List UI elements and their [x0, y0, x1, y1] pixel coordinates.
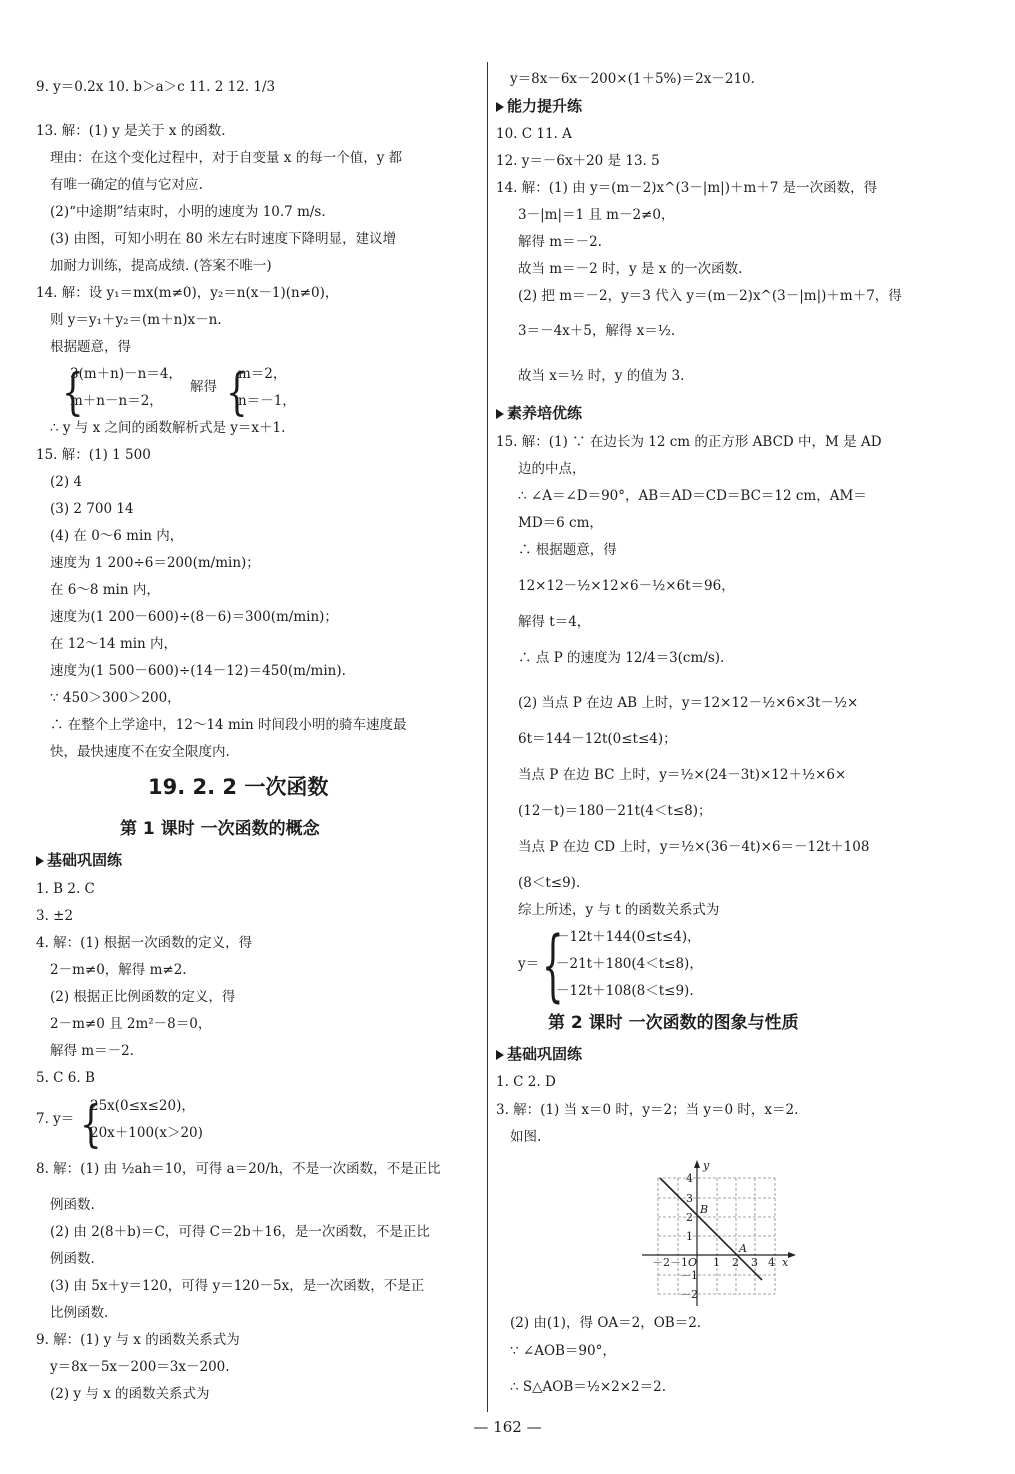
linear-function-graph — [640, 1158, 800, 1308]
right-line-29: －21t＋180(4＜t≤8)， — [556, 956, 703, 972]
right-line-30: －12t＋108(8＜t≤9). — [556, 983, 694, 999]
right-line-9: 3＝－4x＋5，解得 x＝½. — [518, 323, 676, 339]
tick-y-4: 4 — [686, 1172, 693, 1185]
left-line-50: (2) y 与 x 的函数关系式为 — [50, 1386, 210, 1402]
left-line-5: (3) 由图，可知小明在 80 米左右时速度下降明显，建议增 — [50, 231, 397, 247]
left-line-33: 4. 解：(1) 根据一次函数的定义，得 — [36, 935, 253, 951]
left-line-6: 加耐力训练，提高成绩. (答案不唯一) — [50, 258, 272, 274]
right-line-22: 当点 P 在边 BC 上时，y＝½×(24－3t)×12＋½×6× — [518, 767, 847, 783]
left-line-45: 例函数. — [50, 1251, 95, 1267]
right-line-14: ∴ ∠A＝∠D＝90°，AB＝AD＝CD＝BC＝12 cm，AM＝ — [518, 488, 867, 504]
right-line-33: 1. C 2. D — [496, 1074, 556, 1090]
left-line-21: 在 6～8 min 内， — [50, 582, 160, 598]
graph-point-a: A — [739, 1242, 747, 1255]
right-line-11 — [496, 404, 582, 422]
section-marker-icon — [496, 1050, 504, 1060]
left-line-30 — [36, 851, 122, 869]
right-line-32 — [496, 1045, 582, 1063]
left-line-25: ∵ 450＞300＞200， — [50, 690, 181, 706]
left-line-9: 根据题意，得 — [50, 339, 131, 355]
graph-point-b: B — [700, 1203, 709, 1216]
right-line-27: y＝ — [518, 956, 540, 972]
left-line-40: 25x(0≤x≤20)， — [90, 1098, 195, 1114]
left-line-12: 解得 — [190, 379, 217, 395]
left-line-41: 20x＋100(x＞20) — [90, 1125, 203, 1141]
left-line-13: m＝2， — [238, 366, 287, 382]
section-title: 基础巩固练 — [47, 851, 123, 869]
left-line-0: 9. y＝0.2x 10. b＞a＞c 11. 2 12. 1/3 — [36, 79, 276, 95]
brace-0: { — [62, 363, 84, 423]
right-line-2: 10. C 11. A — [496, 126, 572, 142]
left-line-18: (3) 2 700 14 — [50, 501, 134, 517]
left-line-8: 则 y＝y₁＋y₂＝(m＋n)x－n. — [50, 312, 222, 328]
right-line-12: 15. 解：(1) ∵ 在边长为 12 cm 的正方形 ABCD 中，M 是 AD — [496, 434, 882, 450]
left-line-37: 解得 m＝－2. — [50, 1043, 134, 1059]
tick-y-2: 2 — [686, 1211, 693, 1224]
right-line-34: 3. 解：(1) 当 x＝0 时，y＝2；当 y＝0 时，x＝2. — [496, 1102, 799, 1118]
right-line-18: 解得 t＝4， — [518, 614, 591, 630]
right-line-17: 12×12－½×12×6－½×6t＝96， — [518, 578, 735, 594]
section-marker-icon — [36, 856, 44, 866]
left-line-14: n＝－1， — [238, 393, 296, 409]
graph-x-label: x — [782, 1256, 789, 1269]
left-line-29: 第 1 课时 一次函数的概念 — [120, 819, 320, 839]
left-line-1: 13. 解：(1) y 是关于 x 的函数. — [36, 123, 226, 139]
left-line-7: 14. 解：设 y₁＝mx(m≠0)，y₂＝n(x－1)(n≠0)， — [36, 285, 339, 301]
left-line-19: (4) 在 0～6 min 内， — [50, 528, 184, 544]
right-line-21: 6t＝144－12t(0≤t≤4)； — [518, 731, 677, 747]
left-line-34: 2－m≠0，解得 m≠2. — [50, 962, 187, 978]
right-line-37: ∵ ∠AOB＝90°， — [510, 1343, 616, 1359]
brace-3: { — [542, 921, 564, 1013]
left-line-31: 1. B 2. C — [36, 881, 95, 897]
left-line-26: ∴ 在整个上学途中，12～14 min 时间段小明的骑车速度最 — [50, 717, 407, 733]
left-line-47: 比例函数. — [50, 1305, 109, 1321]
left-line-10: 3(m＋n)－n＝4， — [70, 366, 182, 382]
right-line-38: ∴ S△AOB＝½×2×2＝2. — [510, 1379, 667, 1395]
tick-y-neg1: －1 — [680, 1269, 698, 1282]
right-line-25: (8＜t≤9). — [518, 875, 581, 891]
left-line-46: (3) 由 5x＋y＝120，可得 y＝120－5x，是一次函数，不是正 — [50, 1278, 425, 1294]
right-line-31: 第 2 课时 一次函数的图象与性质 — [548, 1013, 799, 1033]
tick-x-4: 4 — [768, 1256, 775, 1269]
brace-2: { — [80, 1095, 102, 1155]
tick-x-neg2: －2 — [652, 1256, 670, 1269]
left-line-4: (2)“中途期”结束时，小明的速度为 10.7 m/s. — [50, 204, 326, 220]
left-line-48: 9. 解：(1) y 与 x 的函数关系式为 — [36, 1332, 240, 1348]
right-line-28: －12t＋144(0≤t≤4)， — [556, 929, 701, 945]
right-line-10: 故当 x＝½ 时，y 的值为 3. — [518, 368, 685, 384]
left-line-17: (2) 4 — [50, 474, 83, 490]
brace-1: { — [226, 363, 248, 423]
right-line-26: 综上所述，y 与 t 的函数关系式为 — [518, 902, 720, 918]
section-marker-icon — [496, 409, 504, 419]
right-line-4: 14. 解：(1) 由 y＝(m－2)x^(3－|m|)＋m＋7 是一次函数，得 — [496, 180, 878, 196]
graph-origin-label: O — [688, 1256, 698, 1269]
left-line-44: (2) 由 2(8＋b)＝C，可得 C＝2b＋16，是一次函数，不是正比 — [50, 1224, 430, 1240]
left-line-24: 速度为(1 500－600)÷(14－12)＝450(m/min). — [50, 663, 346, 679]
page-number: — 162 — — [473, 1418, 542, 1436]
section-title: 能力提升练 — [507, 97, 583, 115]
right-line-1 — [496, 97, 582, 115]
left-line-28: 19. 2. 2 一次函数 — [148, 775, 329, 799]
right-line-6: 解得 m＝－2. — [518, 234, 602, 250]
right-line-20: (2) 当点 P 在边 AB 上时，y＝12×12－½×6×3t－½× — [518, 695, 859, 711]
left-line-42: 8. 解：(1) 由 ½ah＝10，可得 a＝20/h，不是一次函数，不是正比 — [36, 1161, 441, 1177]
left-line-16: 15. 解：(1) 1 500 — [36, 447, 151, 463]
section-marker-icon — [496, 102, 504, 112]
right-line-7: 故当 m＝－2 时，y 是 x 的一次函数. — [518, 261, 743, 277]
left-line-35: (2) 根据正比例函数的定义，得 — [50, 989, 236, 1005]
graph-y-label: y — [703, 1159, 710, 1172]
left-line-11: m＋n－n＝2， — [70, 393, 163, 409]
tick-y-3: 3 — [686, 1192, 693, 1205]
left-line-32: 3. ±2 — [36, 908, 74, 924]
right-line-23: (12－t)＝180－21t(4＜t≤8)； — [518, 803, 712, 819]
right-line-24: 当点 P 在边 CD 上时，y＝½×(36－4t)×6＝－12t＋108 — [518, 839, 870, 855]
left-line-3: 有唯一确定的值与它对应. — [50, 177, 203, 193]
left-line-22: 速度为(1 200－600)÷(8－6)＝300(m/min)； — [50, 609, 338, 625]
left-line-27: 快，最快速度不在安全限度内. — [50, 744, 230, 760]
tick-y-neg2: －2 — [680, 1288, 698, 1301]
tick-x-1: 1 — [713, 1256, 720, 1269]
column-divider — [487, 62, 488, 1412]
tick-x-2: 2 — [732, 1256, 739, 1269]
right-line-5: 3－|m|＝1 且 m－2≠0， — [518, 207, 675, 223]
right-line-13: 边的中点， — [518, 461, 586, 477]
left-line-38: 5. C 6. B — [36, 1070, 95, 1086]
section-title: 基础巩固练 — [507, 1045, 583, 1063]
right-line-8: (2) 把 m＝－2，y＝3 代入 y＝(m－2)x^(3－|m|)＋m＋7，得 — [518, 288, 902, 304]
left-line-49: y＝8x－5x－200＝3x－200. — [50, 1359, 230, 1375]
left-line-23: 在 12～14 min 内， — [50, 636, 178, 652]
right-line-16: ∴ 根据题意，得 — [518, 542, 617, 558]
tick-x-neg1: －1 — [670, 1256, 688, 1269]
left-line-43: 例函数. — [50, 1197, 95, 1213]
left-line-39: 7. y＝ — [36, 1111, 75, 1127]
right-line-3: 12. y＝－6x＋20 是 13. 5 — [496, 153, 660, 169]
tick-y-1: 1 — [686, 1230, 693, 1243]
section-title: 素养培优练 — [507, 404, 583, 422]
right-line-35: 如图. — [510, 1129, 542, 1145]
left-line-15: ∴ y 与 x 之间的函数解析式是 y＝x＋1. — [50, 420, 286, 436]
right-line-15: MD＝6 cm， — [518, 515, 603, 531]
right-line-36: (2) 由(1)，得 OA＝2，OB＝2. — [510, 1315, 702, 1331]
right-line-19: ∴ 点 P 的速度为 12/4＝3(cm/s). — [518, 650, 725, 666]
left-line-2: 理由：在这个变化过程中，对于自变量 x 的每一个值，y 都 — [50, 150, 403, 166]
left-line-36: 2－m≠0 且 2m²－8＝0， — [50, 1016, 212, 1032]
right-line-0: y＝8x－6x－200×(1＋5%)＝2x－210. — [510, 71, 755, 87]
tick-x-3: 3 — [751, 1256, 758, 1269]
left-line-20: 速度为 1 200÷6＝200(m/min)； — [50, 555, 260, 571]
